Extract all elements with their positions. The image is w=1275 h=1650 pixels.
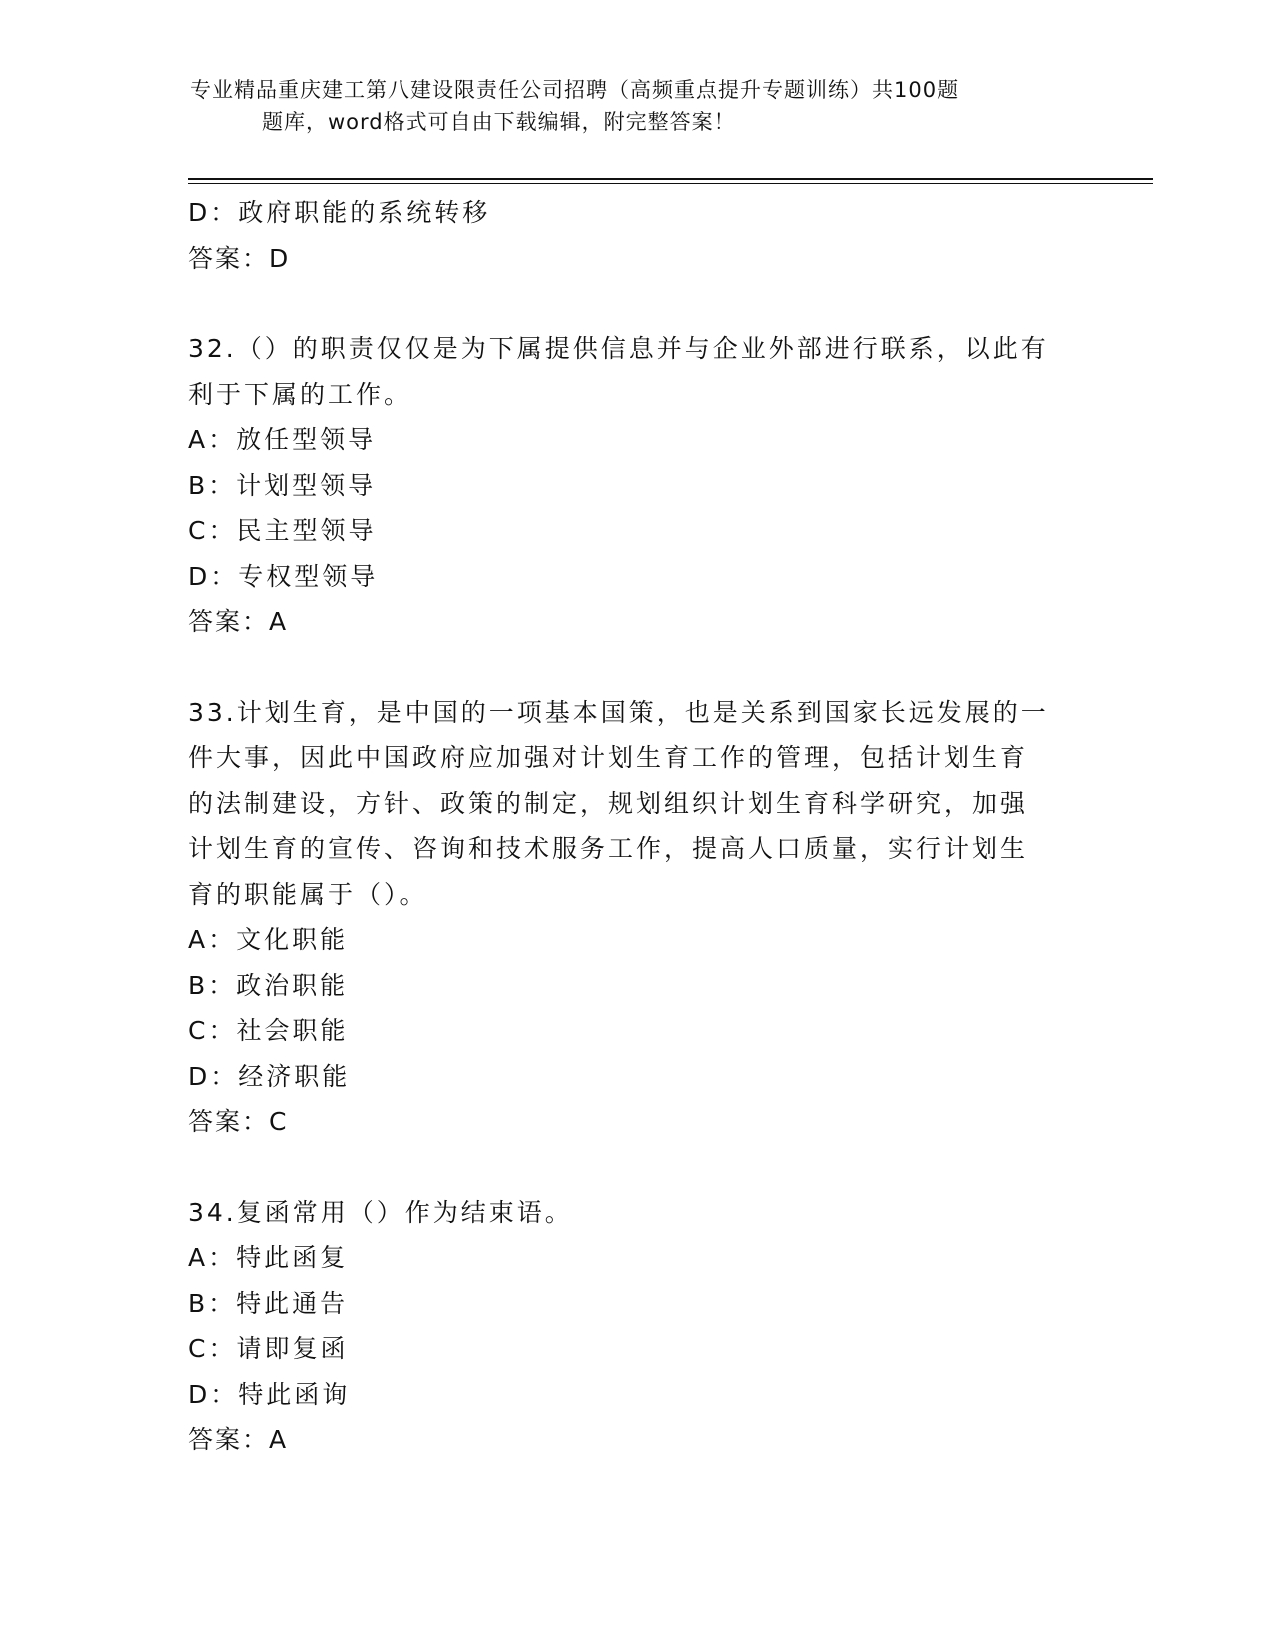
question-32-line-1: 32.（）的职责仅仅是为下属提供信息并与企业外部进行联系，以此有 xyxy=(188,334,1049,363)
header-title-line-1: 专业精品重庆建工第八建设限责任公司招聘（高频重点提升专题训练）共100题 xyxy=(190,78,960,102)
header-title-line-2: 题库，word格式可自由下载编辑，附完整答案！ xyxy=(262,110,736,134)
question-32-line-2: 利于下属的工作。 xyxy=(188,379,413,409)
spacer xyxy=(188,281,1088,326)
question-block-32 xyxy=(188,326,1088,645)
question-34-answer: 答案：A xyxy=(188,1425,289,1454)
header-divider-thick xyxy=(188,178,1153,180)
question-32-answer: 答案：A xyxy=(188,607,289,636)
question-34-option-c: C：请即复函 xyxy=(188,1334,349,1363)
question-33-option-d: D：经济职能 xyxy=(188,1061,351,1091)
question-34-line-1: 34.复函常用（）作为结束语。 xyxy=(188,1197,573,1227)
question-33-option-b: B：政治职能 xyxy=(188,970,349,1000)
question-32-option-c: C：民主型领导 xyxy=(188,516,377,545)
question-34-option-a: A：特此函复 xyxy=(188,1243,349,1272)
question-33-line-4: 计划生育的宣传、咨询和技术服务工作，提高人口质量，实行计划生 xyxy=(188,834,1029,863)
question-33-answer: 答案：C xyxy=(188,1107,289,1136)
question-32-option-a: A：放任型领导 xyxy=(188,425,377,454)
question-32-option-d: D：专权型领导 xyxy=(188,561,379,591)
question-33-line-5: 育的职能属于（）。 xyxy=(188,879,428,909)
question-32-option-b: B：计划型领导 xyxy=(188,470,377,500)
question-33-line-2: 件大事，因此中国政府应加强对计划生育工作的管理，包括计划生育 xyxy=(188,743,1029,772)
question-33-option-a: A：文化职能 xyxy=(188,925,349,954)
question-33-option-c: C：社会职能 xyxy=(188,1016,349,1045)
question-block-33 xyxy=(188,690,1088,1145)
prev-question-option-d: D：政府职能的系统转移 xyxy=(188,198,491,227)
question-34-option-d: D：特此函询 xyxy=(188,1379,351,1409)
prev-question-answer: 答案：D xyxy=(188,243,291,273)
question-34-option-b: B：特此通告 xyxy=(188,1288,349,1318)
question-block-34 xyxy=(188,1190,1088,1463)
header-divider-thin xyxy=(188,183,1153,184)
document-header xyxy=(190,74,1070,138)
question-33-line-3: 的法制建设，方针、政策的制定，规划组织计划生育科学研究，加强 xyxy=(188,788,1029,818)
spacer xyxy=(188,645,1088,690)
spacer xyxy=(188,1145,1088,1190)
document-body xyxy=(188,190,1088,1463)
question-33-line-1: 33.计划生育，是中国的一项基本国策，也是关系到国家长远发展的一 xyxy=(188,697,1049,727)
